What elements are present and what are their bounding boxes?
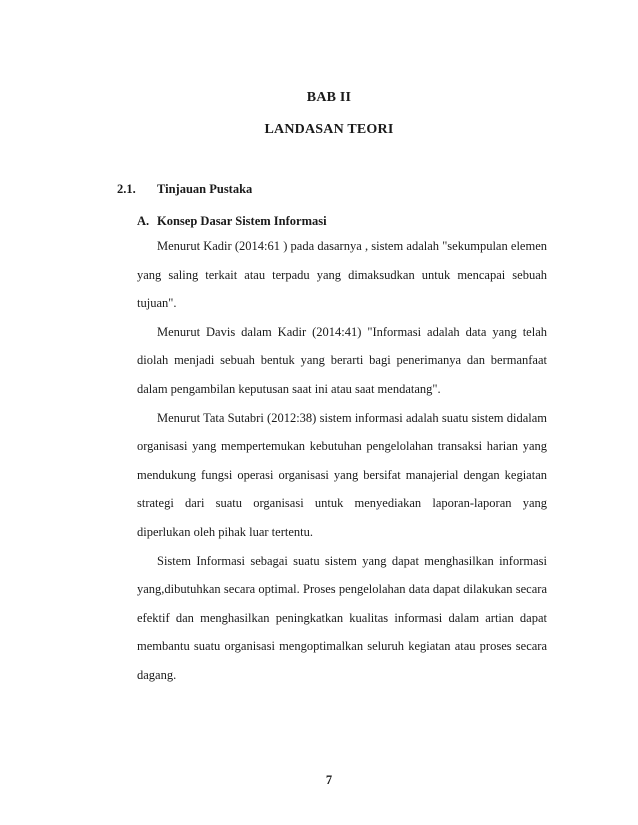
section-number: 2.1.: [117, 182, 136, 196]
subsection-number: A.: [137, 214, 150, 228]
body-text: [137, 232, 547, 690]
subsection-heading: [137, 214, 327, 229]
chapter-heading: BAB II: [306, 90, 352, 105]
paragraph-3: Menurut Tata Sutabri (2012:38) sistem informasi adalah suatu sistem didalam organisasi yang mempertemukan kebutuhan pengelolahan transaksi harian yang mendukung fungsi operasi organisasi yang bersifat manajerial dengan kegiatan strategi dari suatu organisasi untuk menyediakan laporan-laporan yang diperlukan oleh pihak luar tertentu.: [137, 410, 547, 539]
page-number: 7: [325, 773, 333, 787]
section-title: Tinjauan Pustaka: [157, 182, 253, 196]
paragraph-4: Sistem Informasi sebagai suatu sistem yang dapat menghasilkan informasi yang,dibutuhkan secara optimal. Proses pengelolahan data dapat dilakukan secara efektif dan menghasilkan peningkatkan kualitas informasi dalam artian dapat membantu suatu organisasi mengoptimalkan seluruh kegiatan atau proses secara dagang.: [137, 553, 547, 682]
subsection-title: Konsep Dasar Sistem Informasi: [157, 214, 327, 228]
paragraph-1: Menurut Kadir (2014:61 ) pada dasarnya , sistem adalah "sekumpulan elemen yang saling terkait atau terpadu yang dimaksudkan untuk mencapai sebuah tujuan".: [137, 239, 547, 311]
chapter-title: LANDASAN TEORI: [264, 122, 394, 137]
section-heading: [117, 182, 252, 197]
paragraph-2: Menurut Davis dalam Kadir (2014:41) "Informasi adalah data yang telah diolah menjadi sebuah bentuk yang berarti bagi penerimanya dan bermanfaat dalam pengambilan keputusan saat ini atau saat mendatang".: [137, 324, 547, 396]
